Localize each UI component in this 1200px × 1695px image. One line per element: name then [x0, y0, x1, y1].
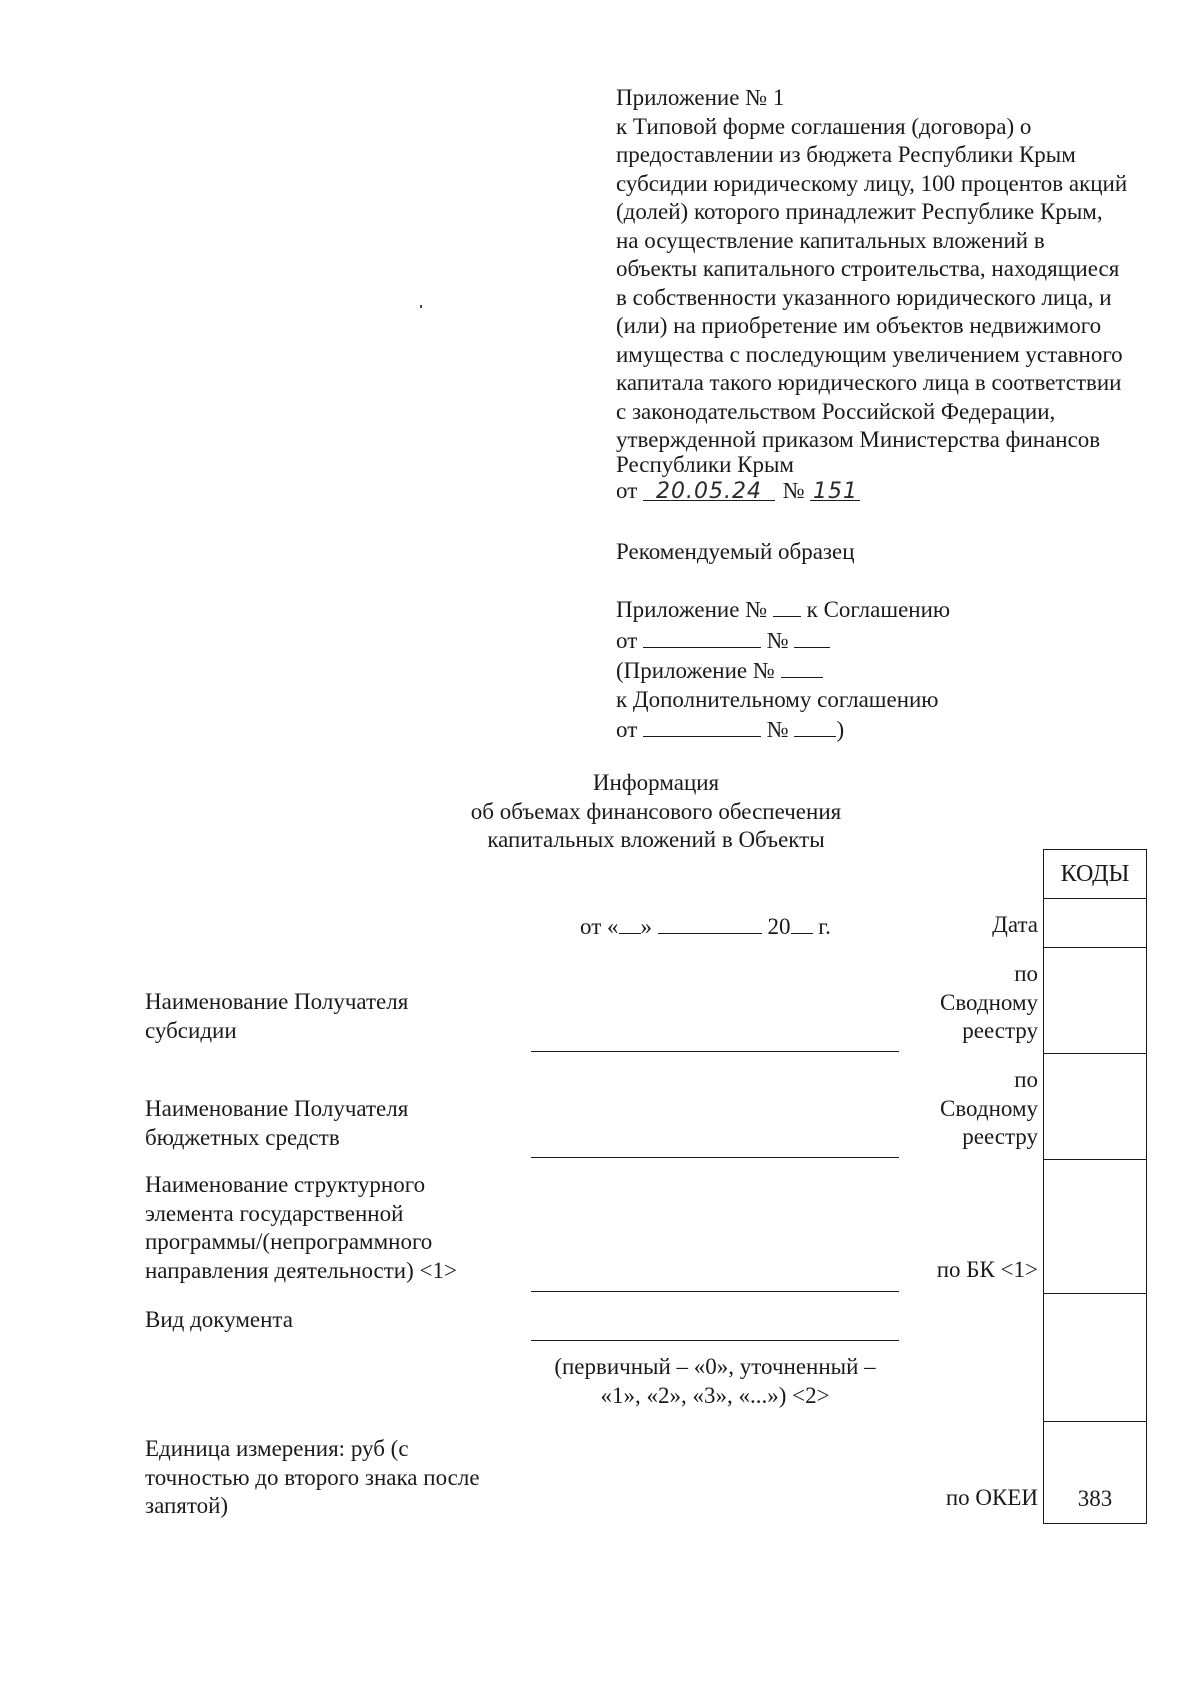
annex-line: субсидии юридическому лицу, 100 процентов акций	[616, 170, 1128, 196]
scan-speck	[420, 305, 422, 308]
agreement-date-field[interactable]	[643, 625, 761, 648]
date-year-field[interactable]	[791, 911, 813, 934]
title-line-2: об объемах финансового обеспечения	[470, 798, 842, 824]
code-label-consolidated-registry-1: по Сводному реестру	[939, 961, 1038, 1043]
annex-line: в собственности указанного юридического лица, и	[616, 284, 1112, 310]
date-year-prefix: 20	[767, 914, 791, 939]
annex-line: объекты капитального строительства, находящиеся	[616, 256, 1120, 281]
annex-number-label: №	[782, 477, 805, 503]
annex-header	[616, 84, 1176, 505]
supplement-no-label: №	[766, 717, 789, 742]
supplement-number-field[interactable]	[794, 714, 836, 737]
field-label-doc-type: Вид документа	[145, 1307, 293, 1332]
supplement-annex-number-field[interactable]	[781, 655, 823, 678]
document-date-line	[580, 911, 831, 942]
annex-from-label: от	[616, 477, 638, 503]
document-title	[400, 769, 912, 855]
annex-order-number: 151	[810, 478, 860, 501]
code-bk-cell[interactable]	[1043, 1160, 1147, 1294]
date-year-suffix: г.	[818, 914, 831, 939]
field-label-recipient-subsidy: Наименование Получателя субсидии	[145, 989, 409, 1043]
code-label-consolidated-registry-2: по Сводному реестру	[939, 1067, 1038, 1149]
date-day-field[interactable]	[619, 911, 641, 934]
annex-line: (или) на приобретение им объектов недвижимого	[616, 313, 1102, 338]
annex-line: на осуществление капитальных вложений в	[616, 227, 1045, 253]
supplement-date-field[interactable]	[643, 714, 761, 737]
supplement-annex-label: (Приложение №	[616, 658, 775, 683]
date-month-field[interactable]	[658, 911, 762, 934]
title-line-3: капитальных вложений в Объекты	[487, 827, 825, 852]
code-consolidated-registry-2-cell[interactable]	[1043, 1054, 1147, 1160]
annex-line: утвержденной приказом Министерства финансов	[616, 427, 1101, 452]
annex-order-ref	[616, 477, 1176, 506]
field-label-unit: Единица измерения: руб (с точностью до второго знака после запятой)	[145, 1436, 480, 1518]
agreement-to-label: к Соглашению	[806, 597, 951, 622]
annex-line: к Типовой форме соглашения (договора) о	[616, 113, 1032, 139]
supplement-close-paren: )	[836, 717, 845, 742]
date-close-quote: »	[640, 914, 652, 939]
agreement-number-field[interactable]	[794, 625, 830, 648]
annex-line: с законодательством Российской Федерации,	[616, 398, 1056, 424]
date-from-label: от «	[580, 914, 619, 939]
doc-type-input-line[interactable]	[531, 1340, 899, 1341]
title-line-1: Информация	[592, 770, 720, 795]
code-doc-type-cell[interactable]	[1043, 1294, 1147, 1422]
agreement-line-5	[616, 714, 1116, 745]
recipient-budget-input-line[interactable]	[531, 1157, 899, 1158]
recommended-sample-label: Рекомендуемый образец	[616, 539, 855, 564]
annex-line: капитала такого юридического лица в соответствии	[616, 370, 1122, 395]
agreement-line-3	[616, 655, 1116, 686]
annex-line: имущества с последующим увеличением уставного	[616, 341, 1123, 367]
field-label-recipient-budget: Наименование Получателя бюджетных средств	[145, 1096, 409, 1150]
code-label-bk: по БК <1>	[936, 1257, 1038, 1282]
annex-line: Республики Крым	[616, 451, 794, 477]
recipient-subsidy-input-line[interactable]	[531, 1051, 899, 1052]
agreement-annex-number-field[interactable]	[773, 594, 801, 617]
agreement-block	[616, 594, 1116, 745]
annex-line: предоставлении из бюджета Республики Крым	[616, 142, 1076, 167]
codes-header-cell: КОДЫ	[1043, 849, 1147, 899]
agreement-from-label: от	[616, 627, 638, 653]
agreement-annex-label: Приложение №	[616, 597, 768, 622]
code-consolidated-registry-1-cell[interactable]	[1043, 948, 1147, 1054]
agreement-line-1	[616, 594, 1116, 625]
supplement-from-label: от	[616, 717, 638, 742]
code-label-date: Дата	[992, 912, 1038, 937]
agreement-no-label: №	[766, 627, 789, 653]
annex-line: Приложение № 1	[616, 85, 785, 110]
agreement-line-2	[616, 625, 1116, 656]
code-label-okei: по ОКЕИ	[945, 1485, 1038, 1510]
agreement-line-4: к Дополнительному соглашению	[616, 686, 939, 712]
structural-element-input-line[interactable]	[531, 1291, 899, 1292]
code-okei-cell[interactable]: 383	[1043, 1422, 1147, 1524]
annex-line: (долей) которого принадлежит Республике Крым,	[616, 199, 1103, 224]
code-date-cell[interactable]	[1043, 899, 1147, 948]
doc-type-hint: (первичный – «0», уточненный – «1», «2», «3», «...») <2>	[554, 1354, 876, 1408]
annex-order-date: 20.05.24	[643, 478, 775, 501]
field-label-structural-element: Наименование структурного элемента государственной программы/(непрограммного направления деятельности) <1>	[145, 1172, 457, 1283]
